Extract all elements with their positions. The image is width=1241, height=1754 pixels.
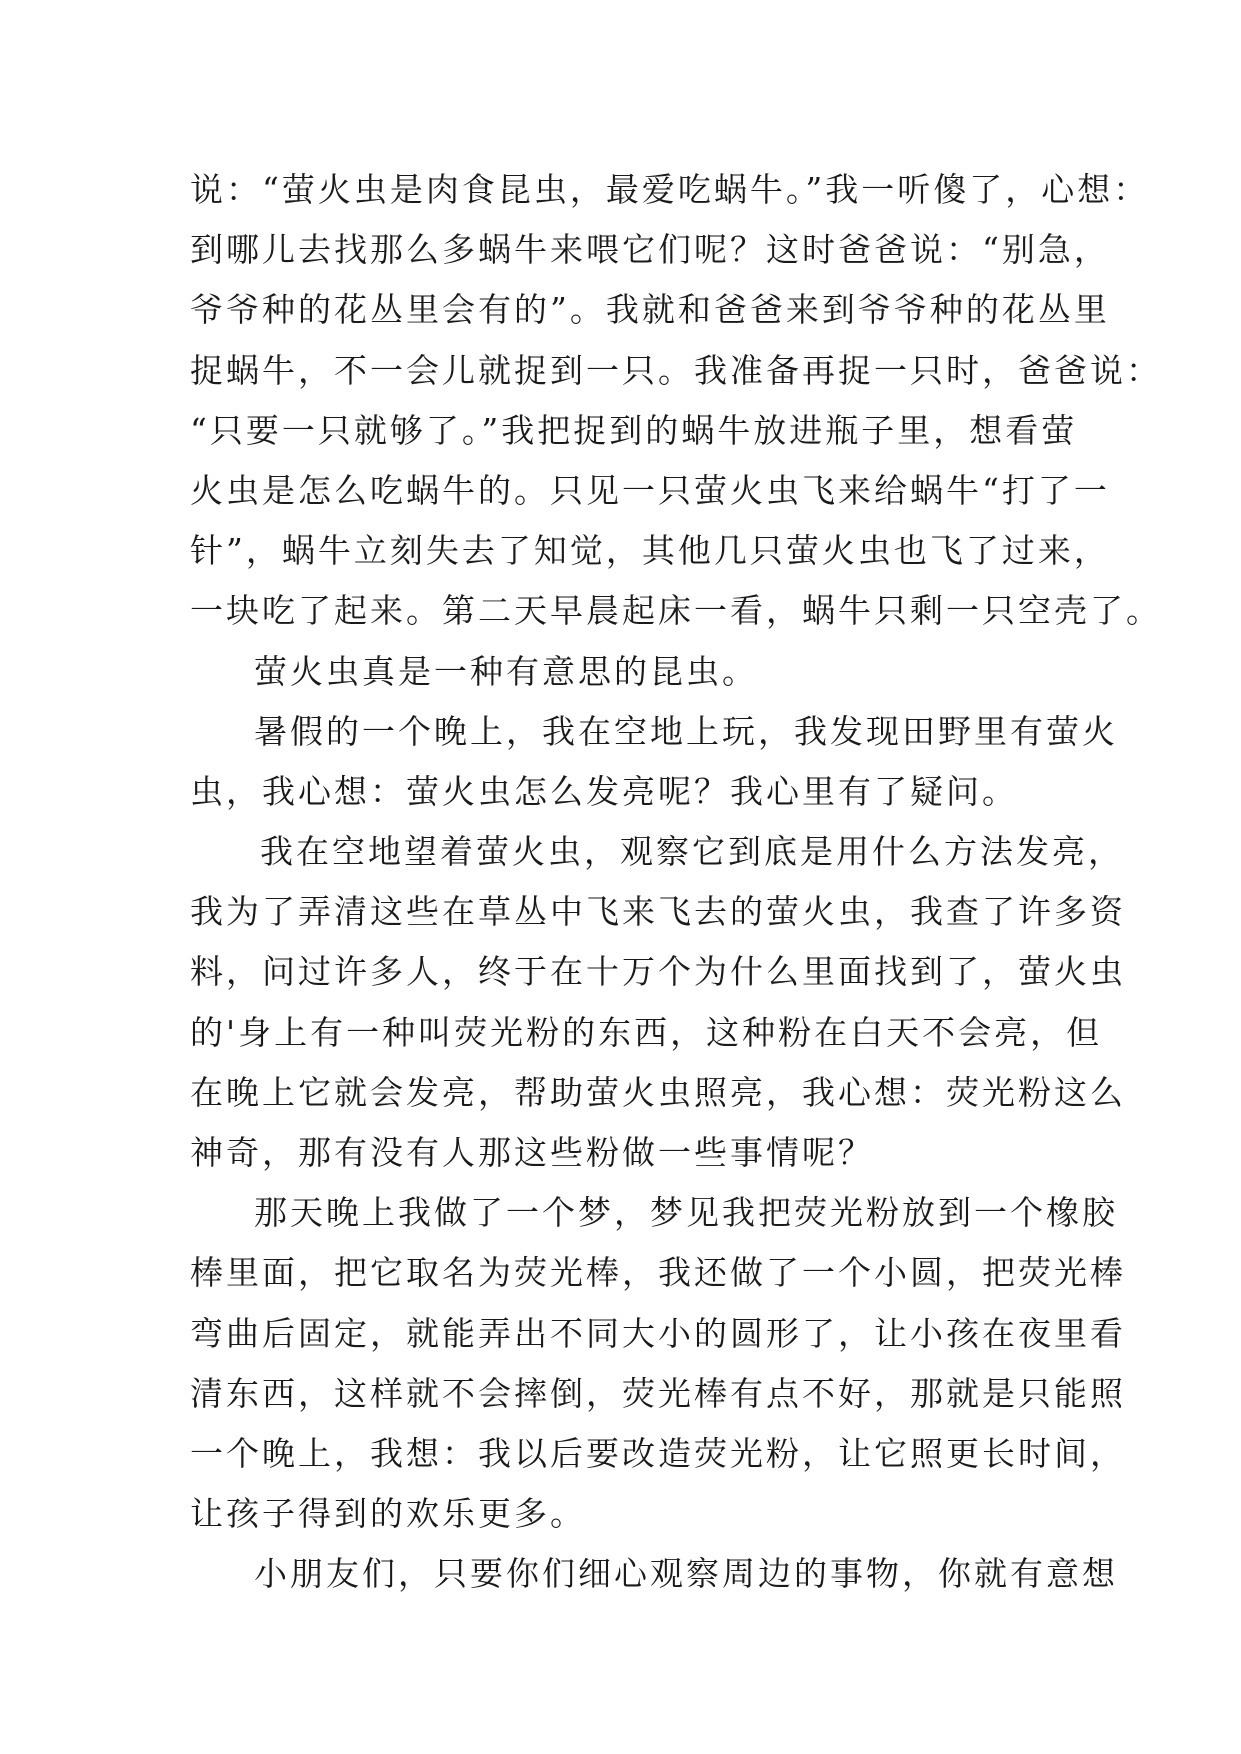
text-line: 一块吃了起来。第二天早晨起床一看，蜗牛只剩一只空壳了。 — [190, 591, 1162, 631]
paragraph-start-line: 萤火虫真是一种有意思的昆虫。 — [254, 651, 758, 691]
text-line: 弯曲后固定，就能弄出不同大小的圆形了，让小孩在夜里看 — [190, 1313, 1126, 1353]
text-line: 我为了弄清这些在草丛中飞来飞去的萤火虫，我查了许多资 — [190, 892, 1126, 932]
paragraph-start-line: 我在空地望着萤火虫，观察它到底是用什么方法发亮， — [260, 832, 1124, 872]
text-line: 火虫是怎么吃蜗牛的。只见一只萤火虫飞来给蜗牛“打了一 — [190, 470, 1110, 510]
text-line: 在晚上它就会发亮，帮助萤火虫照亮，我心想：荧光粉这么 — [190, 1072, 1126, 1112]
text-line: 让孩子得到的欢乐更多。 — [190, 1494, 586, 1534]
text-line: 棒里面，把它取名为荧光棒，我还做了一个小圆，把荧光棒 — [190, 1253, 1126, 1293]
text-line: “只要一只就够了。”我把捉到的蜗牛放进瓶子里，想看萤 — [190, 410, 1078, 450]
text-line: 说：“萤火虫是肉食昆虫，最爱吃蜗牛。”我一听傻了，心想： — [190, 170, 1150, 209]
text-line: 虫，我心想：萤火虫怎么发亮呢？我心里有了疑问。 — [190, 771, 1018, 811]
text-line: 针”，蜗牛立刻失去了知觉，其他几只萤火虫也飞了过来， — [190, 531, 1110, 571]
text-line: 清东西，这样就不会摔倒，荧光棒有点不好，那就是只能照 — [190, 1373, 1126, 1413]
paragraph-start-line: 小朋友们，只要你们细心观察周边的事物，你就有意想 — [254, 1554, 1118, 1594]
text-line: 料，问过许多人，终于在十万个为什么里面找到了，萤火虫 — [190, 952, 1126, 992]
text-line: 神奇，那有没有人那这些粉做一些事情呢？ — [190, 1133, 874, 1172]
text-line: 的'身上有一种叫荧光粉的东西，这种粉在白天不会亮，但 — [190, 1012, 1103, 1052]
text-line: 爷爷种的花丛里会有的”。我就和爸爸来到爷爷种的花丛里 — [190, 290, 1110, 330]
text-line: 到哪儿去找那么多蜗牛来喂它们呢？这时爸爸说：“别急， — [190, 230, 1110, 270]
document-body — [190, 160, 1162, 1605]
paragraph-start-line: 暑假的一个晚上，我在空地上玩，我发现田野里有萤火 — [254, 711, 1118, 751]
paragraph-start-line: 那天晚上我做了一个梦，梦见我把荧光粉放到一个橡胶 — [254, 1193, 1118, 1233]
text-line: 捉蜗牛，不一会儿就捉到一只。我准备再捉一只时，爸爸说： — [190, 350, 1162, 390]
text-line: 一个晚上，我想：我以后要改造荧光粉，让它照更长时间， — [190, 1433, 1126, 1473]
